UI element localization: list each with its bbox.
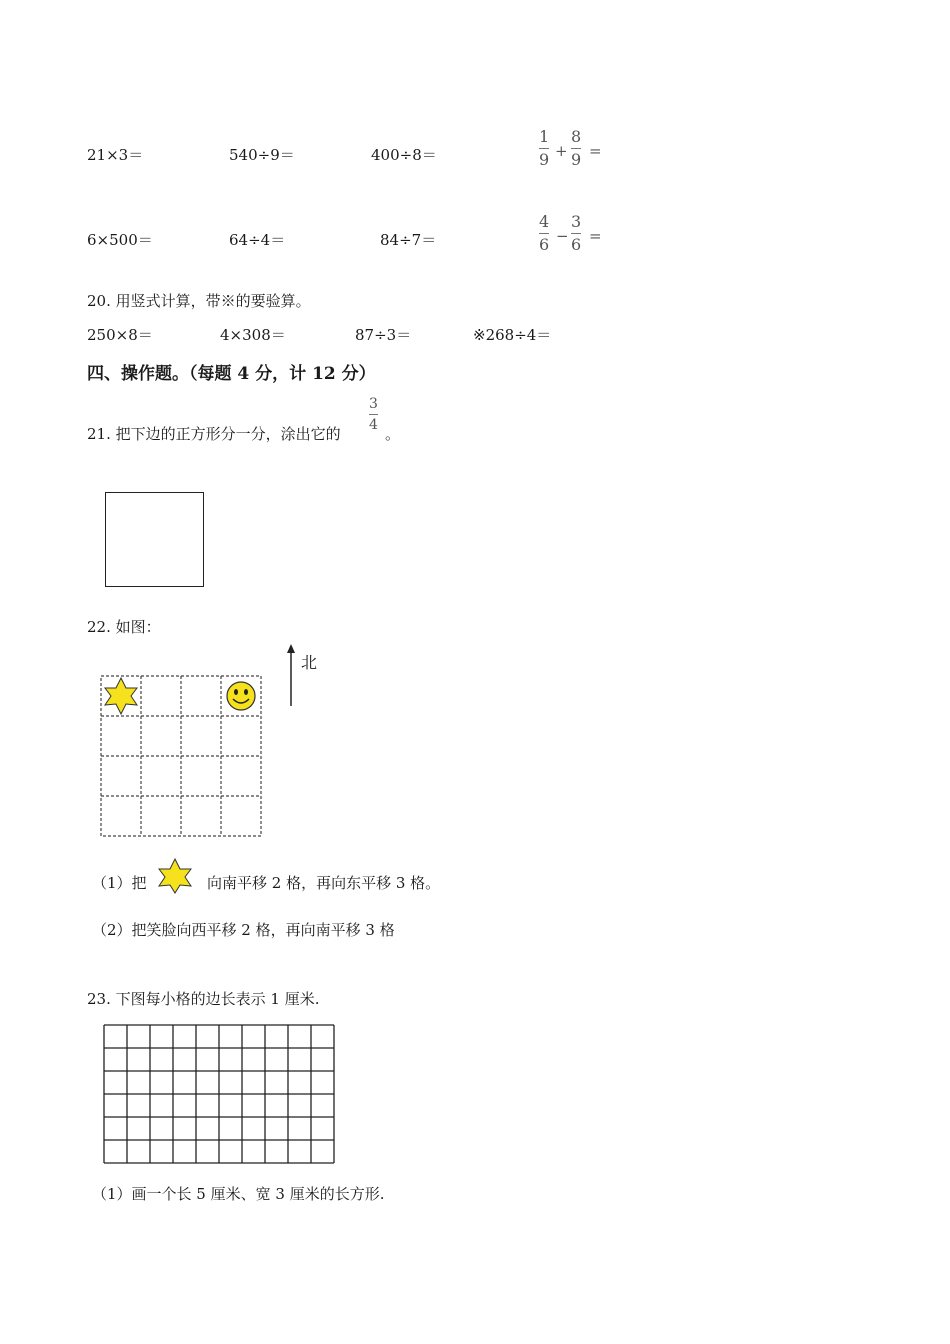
question-21-text: 21. 把下边的正方形分一分，涂出它的 (87, 425, 341, 443)
calc-item: 540÷9＝ (229, 146, 295, 164)
calc-item: 4×308＝ (220, 326, 286, 344)
equals-sign: = (589, 142, 602, 160)
smiley-icon (227, 682, 255, 710)
question-22-sub1-post: 向南平移 2 格，再向东平移 3 格。 (207, 874, 441, 892)
question-21-end: 。 (385, 425, 401, 443)
calc-item: 21×3＝ (87, 146, 144, 164)
north-label: 北 (301, 653, 318, 672)
calc-item: 250×8＝ (87, 326, 153, 344)
fraction: 8 9 (571, 127, 582, 169)
section-heading: 四、操作题。（每题 4 分，计 12 分） (87, 364, 376, 384)
star-icon (105, 678, 137, 714)
calc-item: 64÷4＝ (229, 231, 286, 249)
calc-item: ※268÷4＝ (473, 326, 552, 344)
translation-grid (95, 640, 335, 840)
question-20-title: 20. 用竖式计算，带※的要验算。 (87, 292, 311, 310)
question-22-sub2: （2）把笑脸向西平移 2 格，再向南平移 3 格 (92, 921, 395, 939)
calc-item: 400÷8＝ (371, 146, 437, 164)
calc-item: 6×500＝ (87, 231, 153, 249)
square-figure (105, 492, 204, 587)
fraction: 1 9 (539, 127, 550, 169)
fraction: 3 6 (571, 212, 582, 254)
star-icon (157, 858, 193, 894)
north-arrow-icon (287, 644, 295, 706)
question-22-sub1-pre: （1）把 (92, 874, 147, 892)
operator: − (556, 227, 569, 245)
operator: + (555, 142, 568, 160)
question-22-title: 22. 如图： (87, 618, 161, 636)
fraction: 4 6 (539, 212, 550, 254)
calc-item: 84÷7＝ (380, 231, 437, 249)
calc-item: 87÷3＝ (355, 326, 412, 344)
question-23-sub1: （1）画一个长 5 厘米、宽 3 厘米的长方形. (92, 1185, 385, 1203)
square-grid (102, 1023, 336, 1165)
fraction: 3 4 (369, 396, 378, 433)
equals-sign: = (589, 227, 602, 245)
question-23-title: 23. 下图每小格的边长表示 1 厘米. (87, 990, 320, 1008)
